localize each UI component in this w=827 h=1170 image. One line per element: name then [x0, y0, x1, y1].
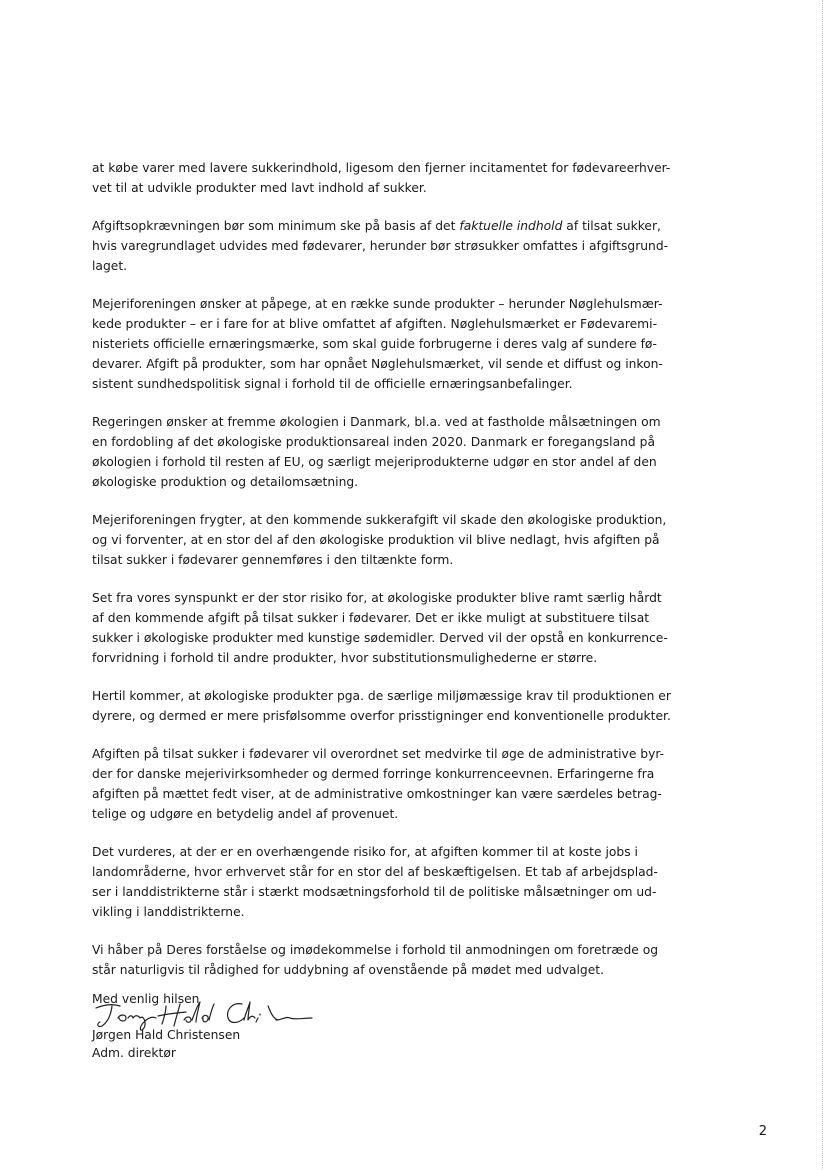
text-line: sukker i økologiske produkter med kunstige sødemidler. Derved vil der opstå en konkurrence- [92, 631, 668, 645]
letter-body [92, 158, 671, 998]
text-line: at købe varer med lavere sukkerindhold, ligesom den fjerner incitamentet for fødevareerhver- [92, 161, 671, 175]
italic-phrase: faktuelle indhold [459, 219, 563, 233]
text-line: Afgiften på tilsat sukker i fødevarer vil overordnet set medvirke til øge de administrative byr- [92, 747, 665, 761]
text-line: og vi forventer, at en stor del af den økologiske produktion vil blive nedlagt, hvis afgiften på [92, 533, 660, 547]
text-line: Set fra vores synspunkt er der stor risiko for, at økologiske produkter blive ramt særlig hårdt [92, 591, 662, 605]
paragraph-3 [92, 294, 663, 394]
text-line: landområderne, hvor erhvervet står for en stor del af beskæftigelsen. Et tab af arbejdsplad- [92, 865, 658, 879]
text-line: laget. [92, 259, 128, 273]
page-number: 2 [758, 1124, 767, 1139]
text-line: ser i landdistrikterne står i stærkt modsætningsforhold til de politiske målsætninger om ud- [92, 885, 657, 899]
signer-title: Adm. direktør [92, 1046, 176, 1060]
text-line: af den kommende afgift på tilsat sukker i fødevarer. Det er ikke muligt at substituere tilsat [92, 611, 650, 625]
paragraph-5 [92, 510, 667, 570]
paragraph-7 [92, 686, 671, 726]
text-line: står naturligvis til rådighed for uddybning af ovenstående på mødet med udvalget. [92, 963, 605, 977]
paragraph-1 [92, 158, 671, 198]
text-line: forvridning i forhold til andre produkter, hvor substitutionsmulighederne er større. [92, 651, 598, 665]
text-line: Mejeriforeningen frygter, at den kommende sukkerafgift vil skade den økologiske produktion, [92, 513, 667, 527]
text-line: sistent sundhedspolitisk signal i forhold til de officielle ernæringsanbefalinger. [92, 377, 573, 391]
paragraph-6 [92, 588, 668, 668]
text-line: afgiften på mættet fedt viser, at de administrative omkostninger kan være særdeles betrag- [92, 787, 662, 801]
signer-name: Jørgen Hald Christensen [92, 1028, 241, 1042]
text-line: tilsat sukker i fødevarer gennemføres i den tiltænkte form. [92, 553, 454, 567]
text-line: devarer. Afgift på produkter, som har opnået Nøglehulsmærket, vil sende et diffust og inkon- [92, 357, 663, 371]
text-line: der for danske mejerivirksomheder og dermed forringe konkurrenceevnen. Erfaringerne fra [92, 767, 655, 781]
handwritten-signature [92, 996, 322, 1036]
text-line: Mejeriforeningen ønsker at påpege, at en række sunde produkter – herunder Nøglehulsmær- [92, 297, 663, 311]
paragraph-9 [92, 842, 658, 922]
text-line [92, 216, 661, 236]
text-line: telige og udgøre en betydelig andel af provenuet. [92, 807, 399, 821]
text-line: dyrere, og dermed er mere prisfølsomme overfor prisstigninger end konventionelle produkter. [92, 709, 671, 723]
paragraph-10 [92, 940, 659, 980]
text-line: økologien i forhold til resten af EU, og særligt mejeriprodukterne udgør en stor andel af den [92, 455, 657, 469]
text-line: økologiske produktion og detailomsætning. [92, 475, 359, 489]
text-line-head: Afgiftsopkrævningen bør som minimum ske på basis af det [92, 219, 460, 233]
text-line: Det vurderes, at der er en overhængende risiko for, at afgiften kommer til at koste jobs i [92, 845, 638, 859]
paragraph-2 [92, 216, 669, 276]
paragraph-4 [92, 412, 661, 492]
text-line: kede produkter – er i fare for at blive omfattet af afgiften. Nøglehulsmærket er Fødevaremi- [92, 317, 658, 331]
text-line: Regeringen ønsker at fremme økologien i Danmark, bl.a. ved at fastholde målsætningen om [92, 415, 661, 429]
text-line: nisteriets officielle ernæringsmærke, som skal guide forbrugerne i deres valg af sundere fø- [92, 337, 657, 351]
text-line-tail: af tilsat sukker, [562, 219, 661, 233]
closing-greeting: Med venlig hilsen [92, 992, 200, 1006]
text-line: vet til at udvikle produkter med lavt indhold af sukker. [92, 181, 427, 195]
text-line: Vi håber på Deres forståelse og imødekommelse i forhold til anmodningen om foretræde og [92, 943, 659, 957]
text-line: hvis varegrundlaget udvides med fødevarer, herunder bør strøsukker omfattes i afgiftsgrund- [92, 239, 669, 253]
text-line: vikling i landdistrikterne. [92, 905, 245, 919]
text-line: Hertil kommer, at økologiske produkter pga. de særlige miljømæssige krav til produktionen er [92, 689, 671, 703]
page-edge-line [822, 0, 823, 1170]
text-line: en fordobling af det økologiske produktionsareal inden 2020. Danmark er foregangsland på [92, 435, 655, 449]
paragraph-8 [92, 744, 665, 824]
